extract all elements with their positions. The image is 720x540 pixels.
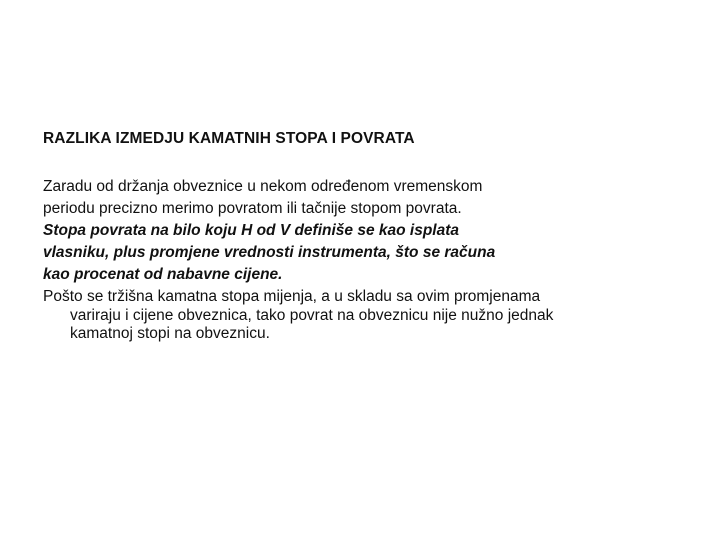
paragraph-line: Zaradu od držanja obveznice u nekom određenom vremenskom	[43, 178, 483, 195]
paragraph-return-definition	[43, 176, 693, 220]
paragraph-line-indented: kamatnoj stopi na obveznicu.	[70, 325, 270, 342]
paragraph-market-rate	[43, 286, 693, 343]
slide-body	[43, 176, 693, 343]
paragraph-line: periodu precizno merimo povratom ili tačnije stopom povrata.	[43, 200, 462, 217]
emphasis-line: Stopa povrata na bilo koju H od V definiše se kao isplata	[43, 222, 460, 239]
slide-title: RAZLIKA IZMEDJU KAMATNIH STOPA I POVRATA	[43, 130, 415, 147]
emphasis-line: kao procenat od nabavne cijene.	[43, 266, 283, 283]
paragraph-line: Pošto se tržišna kamatna stopa mijenja, a u skladu sa ovim promjenama	[43, 288, 541, 305]
paragraph-rate-of-return	[43, 220, 693, 286]
paragraph-line-indented: variraju i cijene obveznica, tako povrat na obveznicu nije nužno jednak	[70, 307, 554, 324]
emphasis-line: vlasniku, plus promjene vrednosti instrumenta, što se računa	[43, 244, 496, 261]
